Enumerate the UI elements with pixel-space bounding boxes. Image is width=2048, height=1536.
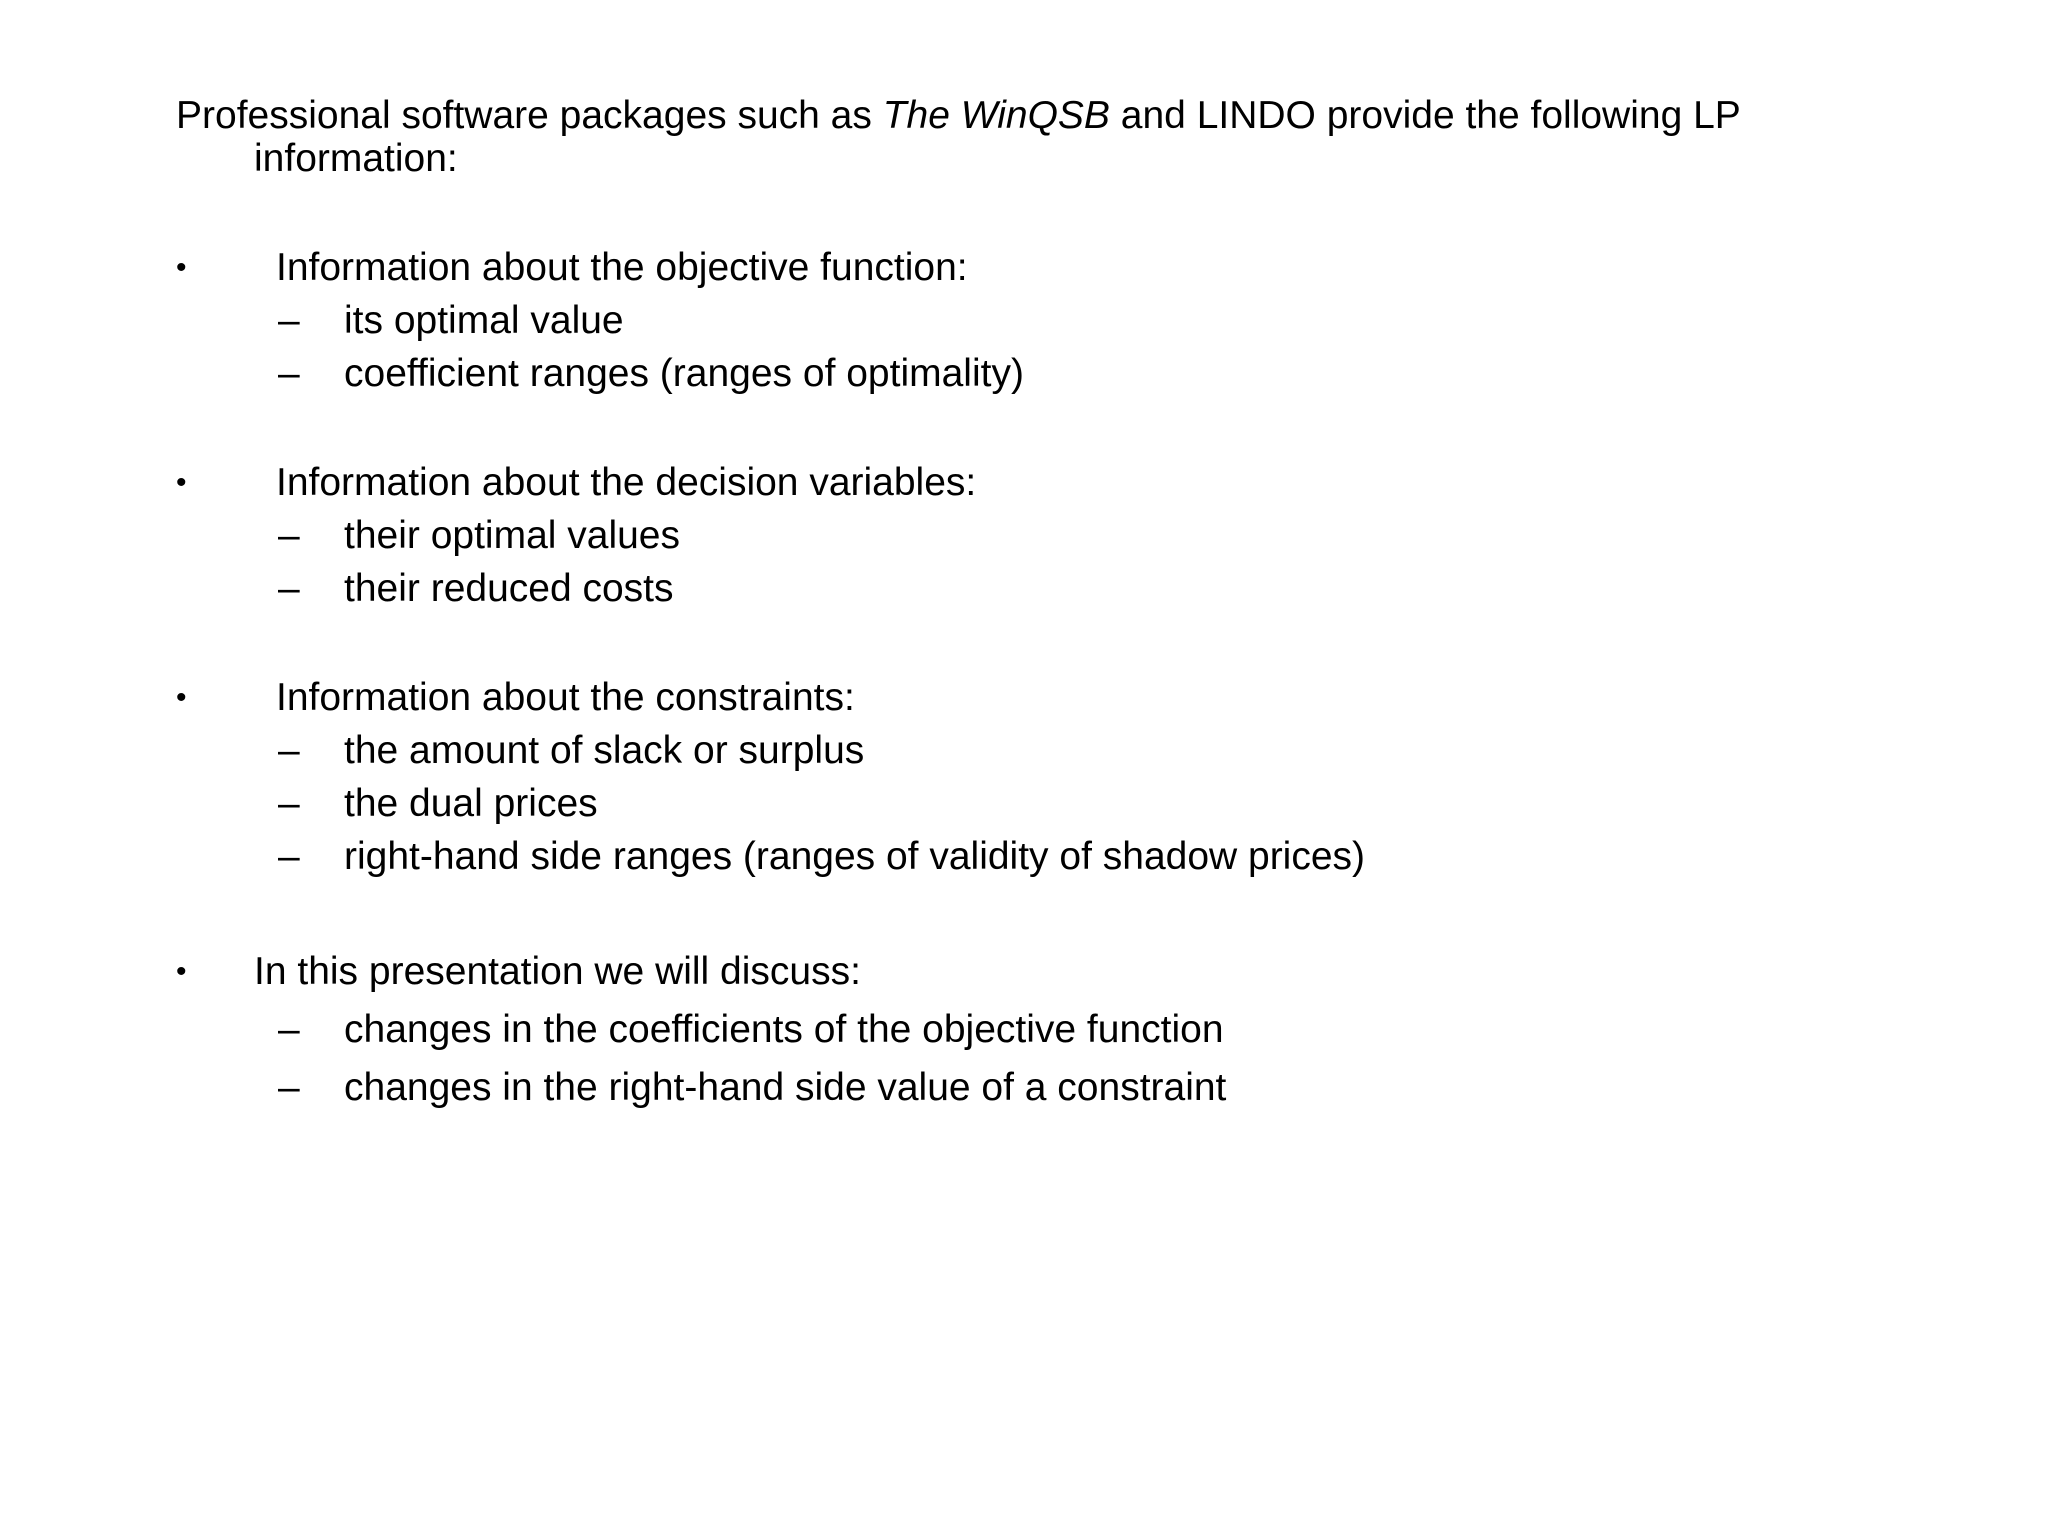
- list-item-text: coefficient ranges (ranges of optimality): [344, 352, 1024, 395]
- list-item-text: its optimal value: [344, 299, 624, 342]
- section-heading-text: In this presentation we will discuss:: [254, 950, 861, 993]
- dash-icon: –: [278, 1008, 300, 1051]
- bullet-icon: •: [176, 466, 187, 499]
- dash-icon: –: [278, 1066, 300, 1109]
- dash-icon: –: [278, 729, 300, 772]
- list-item-text: changes in the right-hand side value of a constraint: [344, 1066, 1227, 1109]
- intro-text-line2: information:: [254, 137, 458, 180]
- intro-paragraph: [176, 94, 1896, 180]
- dash-icon: –: [278, 352, 300, 395]
- intro-text-end: and LINDO provide the following LP: [1109, 94, 1741, 137]
- dash-icon: –: [278, 567, 300, 610]
- intro-text-start: Professional software packages such as: [176, 94, 883, 137]
- dash-icon: –: [278, 782, 300, 825]
- section-heading-text: Information about the objective function:: [276, 246, 968, 289]
- bullet-icon: •: [176, 955, 187, 988]
- list-item-text: changes in the coefficients of the objective function: [344, 1008, 1224, 1051]
- section-heading-text: Information about the constraints:: [276, 676, 855, 719]
- bullet-icon: •: [176, 251, 187, 284]
- section-heading-text: Information about the decision variables:: [276, 461, 977, 504]
- list-item-text: right-hand side ranges (ranges of validity of shadow prices): [344, 835, 1366, 878]
- intro-italic-product: The WinQSB: [882, 94, 1110, 137]
- dash-icon: –: [278, 299, 300, 342]
- dash-icon: –: [278, 835, 300, 878]
- list-item-text: the dual prices: [344, 782, 598, 825]
- list-item-text: their optimal values: [344, 514, 680, 557]
- list-item-text: their reduced costs: [344, 567, 674, 610]
- dash-icon: –: [278, 514, 300, 557]
- list-item-text: the amount of slack or surplus: [344, 729, 865, 772]
- bullet-icon: •: [176, 681, 187, 714]
